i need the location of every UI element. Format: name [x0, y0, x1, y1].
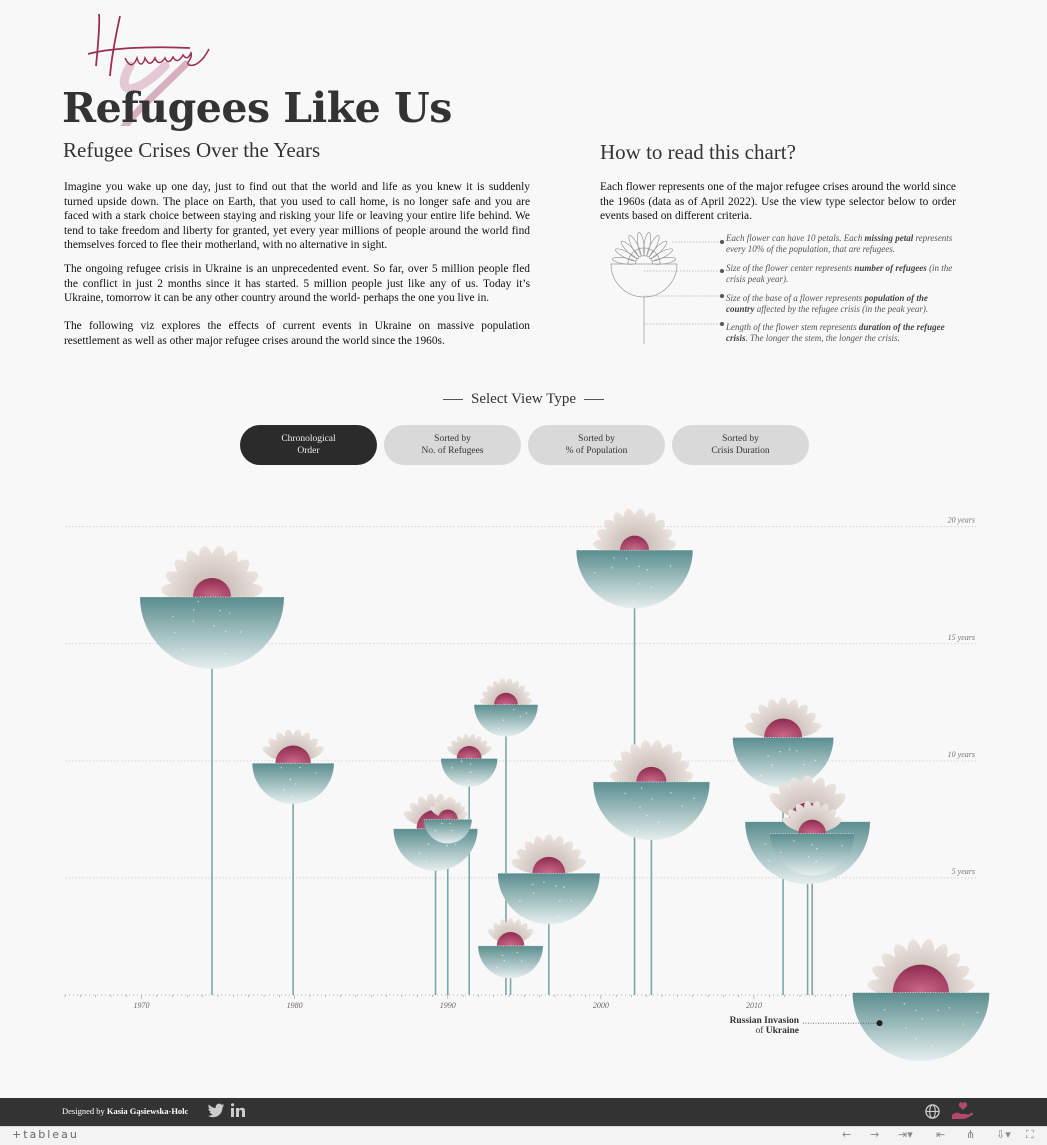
flower-base	[474, 705, 538, 737]
annotation-ukraine-line1: Russian Invasion	[729, 1016, 799, 1026]
flower[interactable]	[576, 508, 692, 609]
flower-speckle	[470, 763, 471, 764]
flower-speckle	[563, 886, 564, 887]
annotation-ukraine-line2: of Ukraine	[755, 1026, 799, 1036]
flower-speckle	[772, 764, 773, 765]
flower-speckle	[803, 764, 804, 765]
flower-speckle	[765, 844, 766, 845]
flower[interactable]	[498, 834, 600, 924]
view-sorted-refugees-button[interactable]: Sorted by No. of Refugees	[384, 425, 521, 465]
fullscreen-icon[interactable]: ⛶	[1026, 1128, 1034, 1141]
flower-speckle	[938, 1010, 939, 1011]
redo-icon[interactable]: →	[870, 1128, 880, 1141]
flower-speckle	[637, 830, 638, 831]
intro-paragraph-2: The ongoing refugee crisis in Ukraine is an unprecedented event. So far, over 5 million people fled the conflict in just 2 months since it has started. 5 million people just like any of us. Today it’s Ukraine, tomorrow it can be any other country around the world- perhaps the one you live in.	[64, 263, 530, 305]
reset-icon[interactable]: ⇤	[936, 1128, 946, 1141]
linkedin-icon[interactable]	[231, 1103, 245, 1117]
flower-speckle	[292, 795, 293, 796]
flower[interactable]	[140, 545, 284, 669]
x-tick-label: 1980	[286, 1001, 303, 1010]
intro-paragraph-3: The following viz explores the effects of current events in Ukraine on massive population resettlement as well as other major refugee crises around the world since the 1960s.	[64, 320, 530, 347]
view-type-selector-title: Select View Type	[0, 391, 1047, 408]
y-tick-label: 20 years	[947, 515, 975, 525]
flower-speckle	[428, 843, 429, 844]
flower-speckle	[611, 567, 612, 568]
legend-flower-diagram	[604, 228, 734, 348]
share-icon[interactable]: ⋔	[966, 1128, 976, 1141]
flower-speckle	[295, 783, 296, 784]
revert-icon[interactable]: ⇥▾	[898, 1128, 913, 1141]
flower-speckle	[815, 760, 816, 761]
how-to-read-title: How to read this chart?	[600, 140, 796, 164]
flower-base	[140, 597, 284, 669]
page-subtitle: Refugee Crises Over the Years	[63, 138, 321, 162]
download-icon[interactable]: ⇩▾	[996, 1128, 1011, 1141]
view-chronological-button[interactable]: Chronological Order	[240, 425, 377, 465]
flower-speckle	[441, 823, 442, 824]
designer-credit: Designed by Kasia Gąsiewska-Holc	[62, 1106, 189, 1116]
legend-item-center: Size of the flower center represents number of refugees (in the crisis peak year).	[726, 263, 953, 284]
flower-speckle	[315, 772, 316, 773]
flower-speckle	[193, 620, 194, 621]
flower-speckle	[558, 916, 559, 917]
flower-speckle	[451, 830, 452, 831]
flower-speckle	[521, 960, 522, 961]
flower-speckle	[419, 853, 420, 854]
flower-speckle	[779, 751, 780, 752]
flower-base	[478, 946, 543, 978]
flower[interactable]	[441, 733, 497, 786]
x-tick-label: 1990	[439, 1001, 456, 1010]
flower-speckle	[513, 709, 514, 710]
flower-speckle	[224, 653, 225, 654]
flower-speckle	[519, 900, 520, 901]
x-tick-label: 2000	[592, 1001, 609, 1010]
flower-speckle	[916, 1010, 917, 1011]
flower-speckle	[624, 793, 625, 794]
y-tick-label: 10 years	[947, 749, 975, 759]
flower-speckle	[646, 815, 647, 816]
flower-speckle	[299, 767, 300, 768]
flower-speckle	[884, 1009, 885, 1010]
flower-base	[852, 993, 989, 1061]
flower-speckle	[651, 798, 652, 799]
flower[interactable]	[478, 918, 543, 978]
view-sorted-population-button[interactable]: Sorted by % of Population	[528, 425, 665, 465]
flower-speckle	[639, 806, 640, 807]
view-sorted-duration-button[interactable]: Sorted by Crisis Duration	[672, 425, 809, 465]
flower-speckle	[633, 601, 634, 602]
flower-speckle	[559, 900, 560, 901]
flower-speckle	[281, 767, 282, 768]
flower-speckle	[496, 967, 497, 968]
flower-speckle	[638, 566, 639, 567]
flower-speckle	[502, 955, 503, 956]
legend-item-base: Size of the base of a flower represents population of the country affected by the refugee crisis (in the peak year).	[726, 293, 929, 314]
flower-speckle	[193, 609, 194, 610]
flower-speckle	[182, 649, 183, 650]
flower-speckle	[816, 848, 817, 849]
flower[interactable]	[852, 938, 989, 1061]
page-title: Refugees Like Us	[62, 84, 452, 132]
flower-speckle	[283, 789, 284, 790]
flower-speckle	[461, 761, 462, 762]
flower-base	[441, 759, 497, 787]
flower[interactable]	[593, 739, 709, 840]
flower-speckle	[626, 558, 627, 559]
flower[interactable]	[252, 729, 334, 804]
flower-speckle	[767, 755, 768, 756]
undo-icon[interactable]: ←	[842, 1128, 852, 1141]
flower-speckle	[651, 586, 652, 587]
flower-speckle	[451, 767, 452, 768]
flower-speckle	[962, 1023, 963, 1024]
flower[interactable]	[474, 678, 538, 737]
flower-speckle	[682, 806, 683, 807]
flower-speckle	[905, 1027, 906, 1028]
flower-speckle	[904, 1003, 905, 1004]
refugee-flower-chart	[0, 480, 1047, 1080]
flower-speckle	[570, 900, 571, 901]
flower-speckle	[811, 844, 812, 845]
flower-speckle	[174, 632, 175, 633]
annotation-dot	[877, 1020, 883, 1026]
flower-base	[498, 873, 600, 924]
flower-speckle	[647, 569, 648, 570]
flower-speckle	[225, 631, 226, 632]
flower-speckle	[543, 881, 544, 882]
flower-speckle	[949, 1007, 950, 1008]
flower-speckle	[808, 856, 809, 857]
flower-speckle	[556, 885, 557, 886]
flower-speckle	[768, 860, 769, 861]
flower-speckle	[198, 601, 199, 602]
flower-speckle	[613, 557, 614, 558]
flower-speckle	[816, 861, 817, 862]
legend-item-stem: Length of the flower stem represents duration of the refugee crisis. The longer the stem, the longer the crisis.	[726, 322, 945, 343]
flower-speckle	[426, 861, 427, 862]
flower-speckle	[670, 565, 671, 566]
flower-speckle	[213, 625, 214, 626]
flower-base	[593, 782, 709, 840]
flower-speckle	[240, 631, 241, 632]
legend-item-petals: Each flower can have 10 petals. Each missing petal represents every 10% of the population, that are refugees.	[726, 233, 953, 254]
y-tick-label: 5 years	[951, 866, 975, 876]
flower-speckle	[670, 792, 671, 793]
flower-speckle	[172, 616, 173, 617]
intro-paragraph-1: Imagine you wake up one day, just to find out that the world and life as you knew it is suddenly turned upside down. The place on Earth, that you used to call home, is no longer safe and you are faced with a stark choice between staying and risking your life or leaving your entire life behind. We tend to take freedom and liberty for granted, yet every year millions of people around the world find themselves forced to flee their motherland, with no alternative in sight.	[64, 181, 530, 252]
flower-speckle	[290, 779, 291, 780]
flower-speckle	[921, 1018, 922, 1019]
flower-speckle	[435, 830, 436, 831]
flower-speckle	[449, 823, 450, 824]
how-to-read-text: Each flower represents one of the major refugee crises around the world since the 1960s (data as of April 2022). Use the view type selector below to order events based on different criteria.	[600, 181, 956, 223]
flower-speckle	[498, 728, 499, 729]
flower-speckle	[594, 572, 595, 573]
flower-speckle	[841, 845, 842, 846]
flower-speckle	[931, 1045, 932, 1046]
flower-speckle	[638, 583, 639, 584]
flower-speckle	[229, 612, 230, 613]
flower-speckle	[503, 719, 504, 720]
flower-base	[576, 550, 692, 608]
flower[interactable]	[733, 697, 834, 787]
flower-speckle	[516, 952, 517, 953]
flower-speckle	[916, 1038, 917, 1039]
flower-speckle	[467, 780, 468, 781]
flower-speckle	[641, 787, 642, 788]
flower-base	[252, 763, 334, 804]
flower-speckle	[793, 840, 794, 841]
globe-icon[interactable]	[925, 1104, 940, 1119]
flower-speckle	[532, 884, 533, 885]
flower-speckle	[470, 772, 471, 773]
y-tick-label: 15 years	[947, 632, 975, 642]
flower-speckle	[694, 798, 695, 799]
flower-speckle	[760, 775, 761, 776]
flower-speckle	[504, 960, 505, 961]
flower-speckle	[658, 821, 659, 822]
twitter-icon[interactable]	[207, 1103, 225, 1119]
flower-speckle	[447, 845, 448, 846]
tableau-toolbar	[0, 1126, 1047, 1145]
flower-speckle	[796, 750, 797, 751]
flower-speckle	[520, 716, 521, 717]
flower-speckle	[455, 844, 456, 845]
flower-speckle	[780, 852, 781, 853]
flower-speckle	[526, 712, 527, 713]
x-tick-label: 2010	[745, 1001, 762, 1010]
hand-heart-icon[interactable]	[951, 1101, 975, 1121]
flower-speckle	[219, 610, 220, 611]
tableau-logo: +tableau	[12, 1128, 79, 1141]
flower-speckle	[533, 893, 534, 894]
flower-speckle	[789, 749, 790, 750]
x-tick-label: 1970	[133, 1001, 150, 1010]
flower-speckle	[977, 1012, 978, 1013]
